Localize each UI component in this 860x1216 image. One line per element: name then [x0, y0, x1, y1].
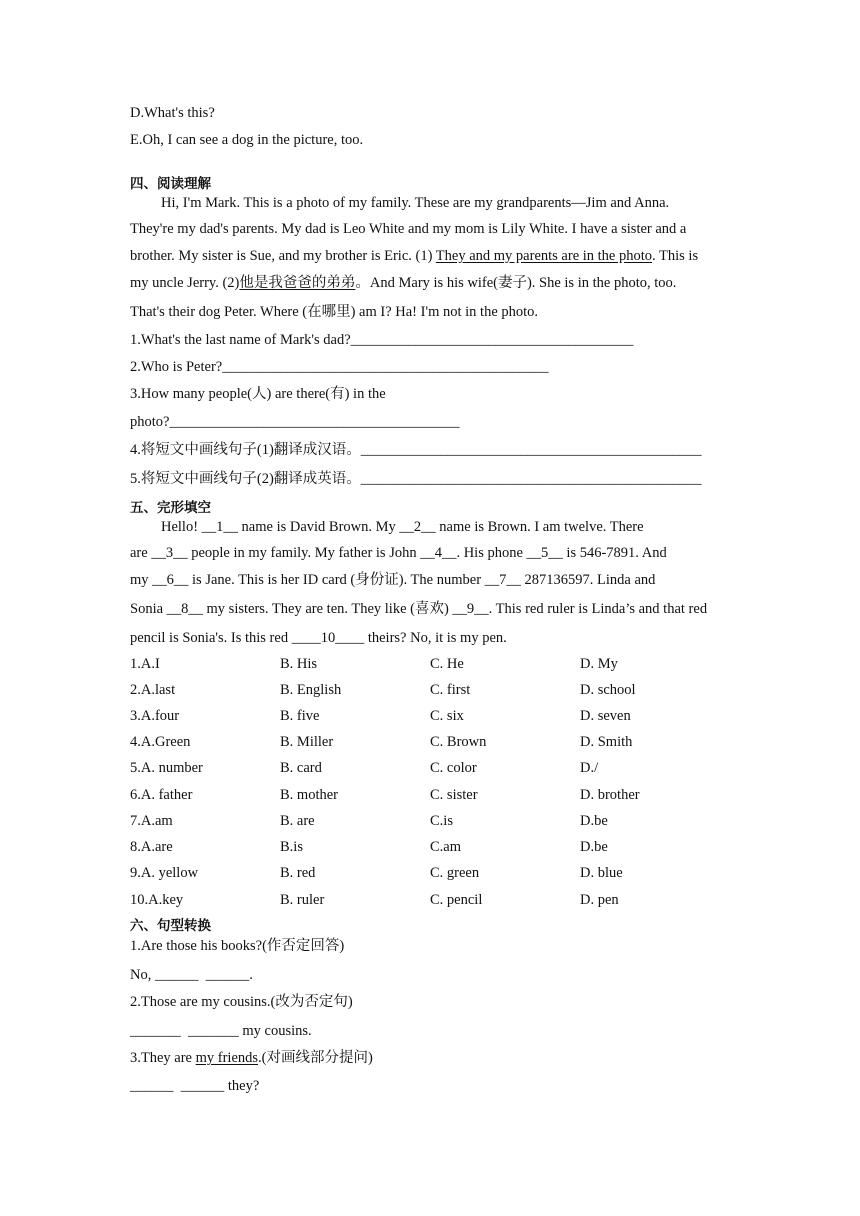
transform-answer-3: ______ ______ they? [130, 1078, 260, 1094]
option-a: 4.A.Green [130, 734, 191, 750]
option-b: B. red [280, 865, 316, 881]
option-c: C. sister [430, 787, 478, 803]
option-b: B. ruler [280, 892, 325, 908]
passage-text: . This is [652, 248, 699, 264]
option-b: B. five [280, 708, 320, 724]
passage-line-1: Hi, I'm Mark. This is a photo of my family. These are my grandparents—Jim and Anna. [161, 195, 670, 211]
option-c: C. first [430, 682, 471, 698]
option-d: D. blue [580, 865, 623, 881]
option-b: B. His [280, 656, 318, 672]
transform-question-2: 2.Those are my cousins.(改为否定句) [130, 994, 353, 1010]
option-a: 2.A.last [130, 682, 176, 698]
passage-text: 。And Mary is his wife(妻子). She is in the photo, too. [355, 275, 677, 291]
transform-question-1: 1.Are those his books?(作否定回答) [130, 938, 345, 954]
option-d: D. school [580, 682, 636, 698]
option-d: D. Smith [580, 734, 633, 750]
question-4: 4.将短文中画线句子(1)翻译成汉语。_______________________________________________ [130, 442, 702, 458]
option-b: B. English [280, 682, 342, 698]
section4-heading: 四、阅读理解 [130, 176, 211, 192]
option-b: B. Miller [280, 734, 334, 750]
underlined-sentence-2: 他是我爸爸的弟弟 [239, 275, 356, 291]
underlined-sentence-1: They and my parents are in the photo [435, 248, 653, 264]
option-d: D. seven [580, 708, 631, 724]
option-c: C. six [430, 708, 464, 724]
passage-line-5: That's their dog Peter. Where (在哪里) am I? Ha! I'm not in the photo. [130, 304, 539, 320]
question-5: 5.将短文中画线句子(2)翻译成英语。_______________________________________________ [130, 471, 702, 487]
option-c: C. He [430, 656, 464, 672]
section6-heading: 六、句型转换 [130, 918, 211, 934]
question-2: 2.Who is Peter?_____________________________________________ [130, 359, 549, 375]
option-c: C. Brown [430, 734, 487, 750]
option-c: C. color [430, 760, 477, 776]
option-d: D./ [580, 760, 599, 776]
cloze-line-4: Sonia __8__ my sisters. They are ten. They like (喜欢) __9__. This red ruler is Linda’s and that red [130, 601, 708, 617]
option-d: D.be [580, 839, 608, 855]
option-d: D.What's this? [130, 105, 215, 121]
question-1: 1.What's the last name of Mark's dad?_______________________________________ [130, 332, 634, 348]
option-a: 5.A. number [130, 760, 203, 776]
option-c: C.is [430, 813, 453, 829]
transform-question-3 [130, 1049, 373, 1067]
underlined-phrase: my friends [195, 1050, 259, 1066]
option-c: C. green [430, 865, 480, 881]
passage-line-4 [130, 274, 676, 292]
question-text: .(对画线部分提问) [258, 1050, 373, 1066]
option-a: 7.A.am [130, 813, 173, 829]
option-a: 9.A. yellow [130, 865, 199, 881]
transform-answer-2: _______ _______ my cousins. [130, 1023, 312, 1039]
option-b: B. are [280, 813, 315, 829]
option-d: D. pen [580, 892, 619, 908]
option-c: C. pencil [430, 892, 483, 908]
option-a: 3.A.four [130, 708, 180, 724]
option-a: 1.A.I [130, 656, 160, 672]
question-text: 3.They are [130, 1050, 196, 1066]
option-a: 8.A.are [130, 839, 173, 855]
option-e: E.Oh, I can see a dog in the picture, too. [130, 132, 364, 148]
option-d: D. My [580, 656, 618, 672]
option-b: B. card [280, 760, 322, 776]
option-d: D.be [580, 813, 608, 829]
passage-line-3 [130, 247, 698, 265]
cloze-line-3: my __6__ is Jane. This is her ID card (身份证). The number __7__ 287136597. Linda and [130, 572, 656, 588]
question-3-cont: photo?________________________________________ [130, 414, 460, 430]
option-d: D. brother [580, 787, 640, 803]
cloze-line-5: pencil is Sonia's. Is this red ____10____ theirs? No, it is my pen. [130, 630, 507, 646]
option-a: 6.A. father [130, 787, 193, 803]
option-c: C.am [430, 839, 462, 855]
passage-text: my uncle Jerry. (2) [130, 275, 240, 291]
question-3: 3.How many people(人) are there(有) in the [130, 386, 386, 402]
passage-text: brother. My sister is Sue, and my brother is Eric. (1) [130, 248, 436, 264]
transform-answer-1: No, ______ ______. [130, 967, 253, 983]
option-b: B. mother [280, 787, 338, 803]
passage-line-2: They're my dad's parents. My dad is Leo White and my mom is Lily White. I have a sister and a [130, 221, 687, 237]
cloze-line-2: are __3__ people in my family. My father is John __4__. His phone __5__ is 546-7891. And [130, 545, 667, 561]
section5-heading: 五、完形填空 [130, 500, 211, 516]
option-a: 10.A.key [130, 892, 184, 908]
option-b: B.is [280, 839, 303, 855]
cloze-line-1: Hello! __1__ name is David Brown. My __2__ name is Brown. I am twelve. There [161, 519, 644, 535]
